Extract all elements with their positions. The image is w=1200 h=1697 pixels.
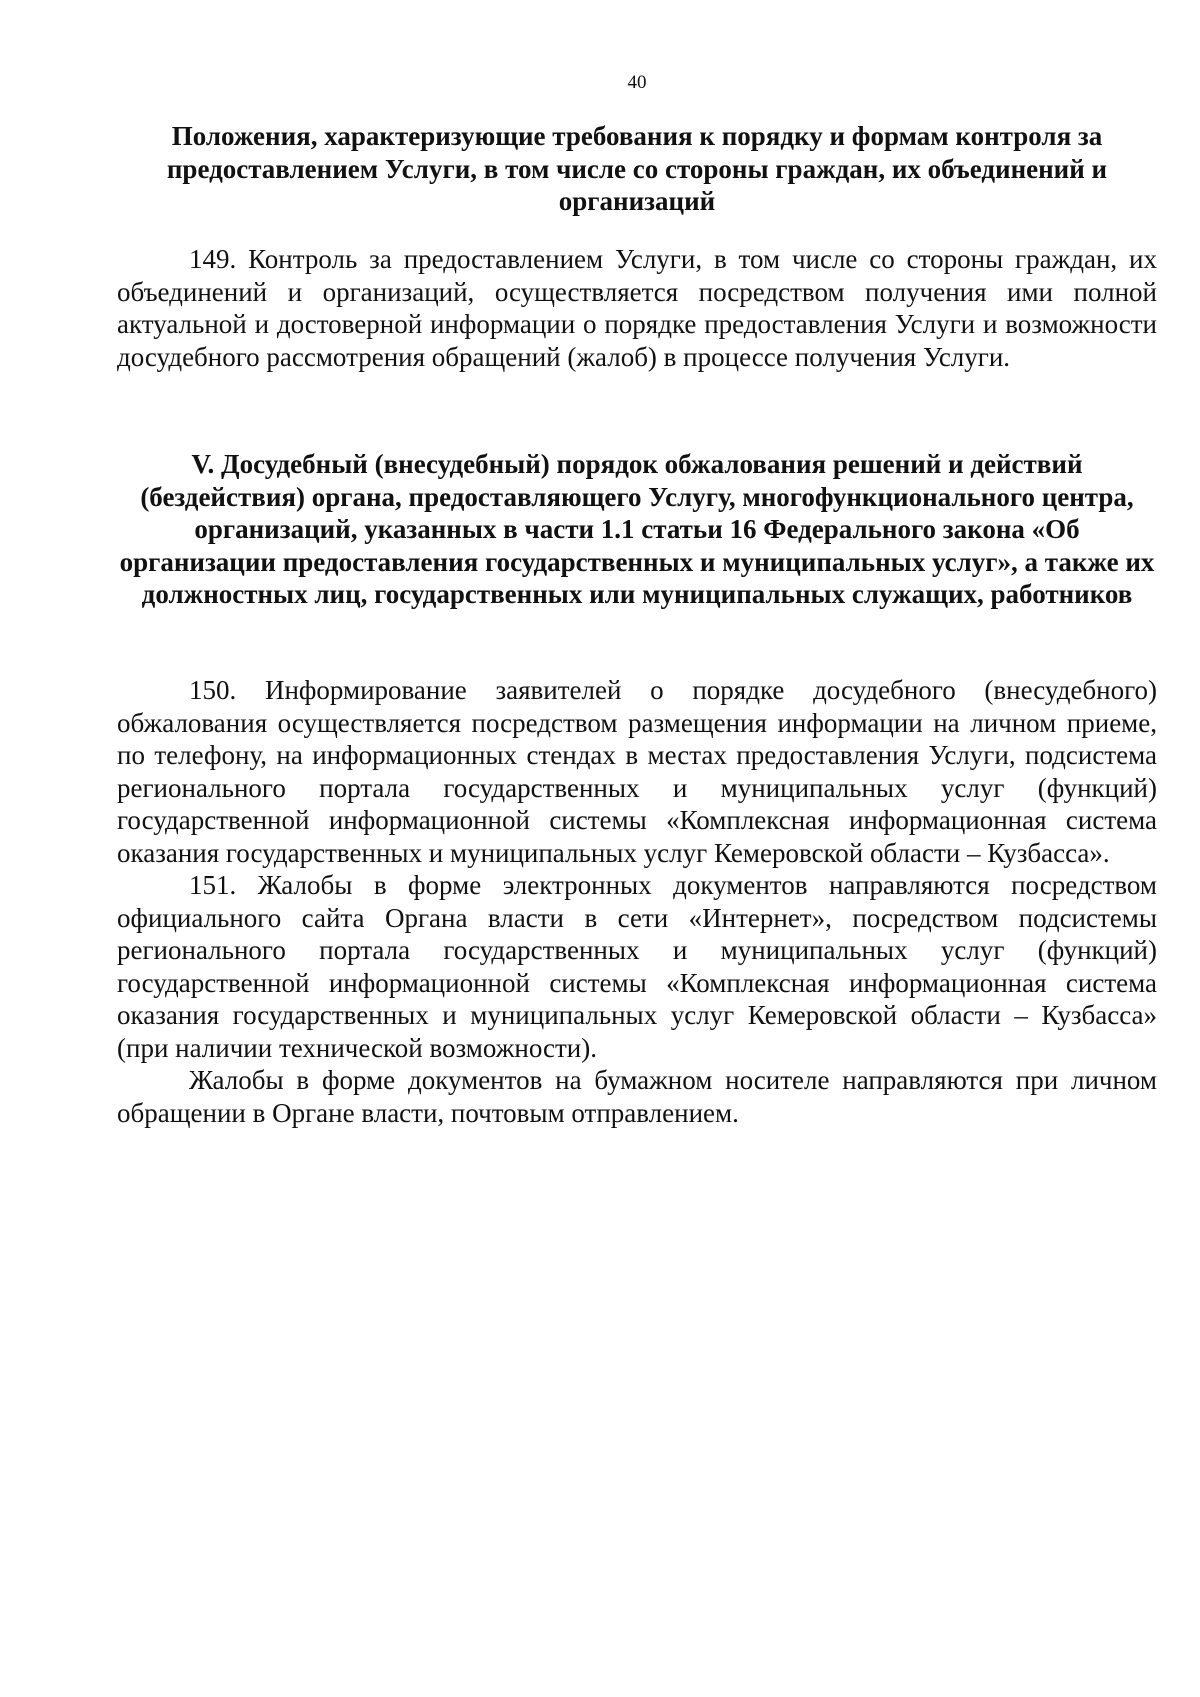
paragraph-paper-complaints: Жалобы в форме документов на бумажном носителе направляются при личном обращении в Органе власти, почтовым отправлением. (117, 1065, 1157, 1128)
section-body-control (117, 243, 1157, 373)
page-number: 40 (627, 72, 647, 93)
paragraph-150: 150. Информирование заявителей о порядке досудебного (внесудебного) обжалования осуществляется посредством размещения информации на личном приеме, по телефону, на информационных стендах в местах предоставления Услуги, подсистема регионального портала государственных и муниципальных услуг (функций) государственной информационной системы «Комплексная информационная система оказания государственных и муниципальных услуг Кемеровской области – Кузбасса». (117, 675, 1157, 868)
paragraph-151: 151. Жалобы в форме электронных документов направляются посредством официального сайта Органа власти в сети «Интернет», посредством подсистемы регионального портала государственных и муниципальных услуг (функций) государственной информационной системы «Комплексная информационная система оказания государственных и муниципальных услуг Кемеровской области – Кузбасса» (при наличии технической возможности). (117, 870, 1157, 1063)
paragraph-149: 149. Контроль за предоставлением Услуги, в том числе со стороны граждан, их объединений и организаций, осуществляется посредством получения ими полной актуальной и достоверной информации о порядке предоставления Услуги и возможности досудебного рассмотрения обращений (жалоб) в процессе получения Услуги. (117, 244, 1157, 372)
section-heading-appeal: V. Досудебный (внесудебный) порядок обжалования решений и действий (бездействия) органа, предоставляющего Услугу, многофункционального центра, организаций, указанных в части 1.1 статьи 16 Федерального закона «Об организации предоставления государственных и муниципальных услуг», а также их должностных лиц, государственных или муниципальных служащих, работников (119, 449, 1155, 609)
section-body-appeal (117, 674, 1157, 1129)
section-heading-control: Положения, характеризующие требования к порядку и формам контроля за предоставлением Услуги, в том числе со стороны граждан, их объединений и организаций (166, 121, 1108, 216)
